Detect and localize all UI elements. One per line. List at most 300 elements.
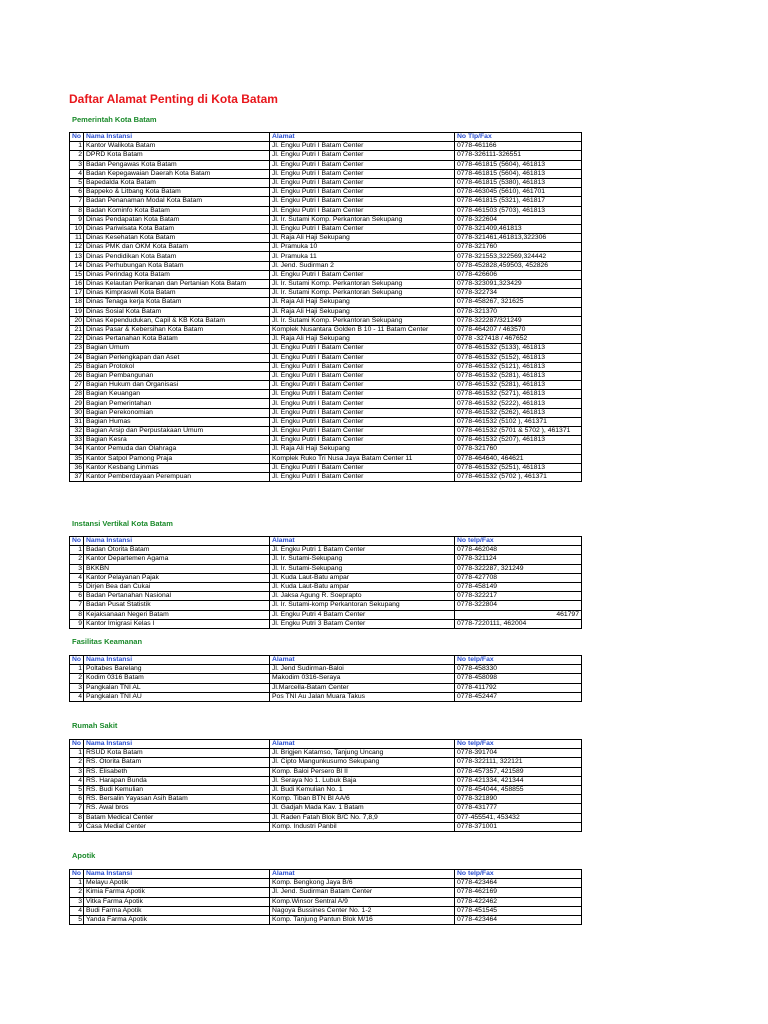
cell-phone: 0778-461532 (5271), 461813: [455, 390, 582, 399]
cell-alamat: Jl. Engku Putri I Batam Center: [270, 188, 455, 197]
cell-nama-instansi: Dinas Tenaga kerja Kota Batam: [84, 298, 270, 307]
cell-phone: 0778-321370: [455, 307, 582, 316]
cell-no: 35: [70, 454, 84, 463]
table-header-row: [70, 133, 582, 142]
cell-nama-instansi: RS. Elisabeth: [84, 767, 270, 776]
table-row: [70, 619, 582, 628]
cell-no: 5: [70, 785, 84, 794]
cell-alamat: Jl. Engku Putri I Batam Center: [270, 427, 455, 436]
cell-phone: 0778-461503 (5703), 461813: [455, 206, 582, 215]
cell-nama-instansi: RSUD Kota Batam: [84, 749, 270, 758]
cell-no: 7: [70, 601, 84, 610]
cell-no: 36: [70, 463, 84, 472]
table-row: [70, 785, 582, 794]
table-header-row: [70, 656, 582, 665]
cell-alamat: Jl. Engku Putri I Batam Center: [270, 408, 455, 417]
table-row: [70, 897, 582, 906]
cell-nama-instansi: Bappeko & Litbang Kota Batam: [84, 188, 270, 197]
header-nama: Nama Instansi: [84, 870, 270, 879]
table-header-row: [70, 537, 582, 546]
cell-phone: 0778-457357, 421589: [455, 767, 582, 776]
cell-nama-instansi: Dinas Perhubungan Kota Batam: [84, 261, 270, 270]
cell-alamat: Jl. Ir. Sutami-Sekupang: [270, 564, 455, 573]
section-title-rumah-sakit: Rumah Sakit: [72, 721, 118, 730]
cell-phone: 0778-426606: [455, 270, 582, 279]
table-row: [70, 546, 582, 555]
cell-no: 33: [70, 436, 84, 445]
cell-phone: 0778-458330: [455, 665, 582, 674]
cell-no: 2: [70, 758, 84, 767]
table-vertikal: [69, 536, 582, 629]
cell-phone: 0778-321461,461813,322306: [455, 234, 582, 243]
cell-phone: 0778-461532 (5281), 461813: [455, 371, 582, 380]
cell-no: 7: [70, 197, 84, 206]
cell-no: 4: [70, 573, 84, 582]
cell-no: 37: [70, 472, 84, 481]
cell-alamat: Pos TNI Au Jalan Muara Takus: [270, 692, 455, 701]
cell-nama-instansi: Dinas PMK dan OKM Kota Batam: [84, 243, 270, 252]
table-row: [70, 224, 582, 233]
cell-phone: 0778-461532 (5207), 461813: [455, 436, 582, 445]
cell-phone: 0778-464207 / 463570: [455, 325, 582, 334]
cell-nama-instansi: RS. Bersalin Yayasan Asih Batam: [84, 795, 270, 804]
cell-phone: 0778-461532 (5702 ), 461371: [455, 472, 582, 481]
cell-alamat: Jl. Seraya No 1. Lubuk Baja: [270, 776, 455, 785]
cell-phone: 0778-321553,322569,324442: [455, 252, 582, 261]
header-phone: No telp/Fax: [455, 870, 582, 879]
table-row: [70, 289, 582, 298]
cell-alamat: Jl. Engku Putri I Batam Center: [270, 362, 455, 371]
cell-alamat: Jl. Ir. Sutami Komp. Perkantoran Sekupang: [270, 289, 455, 298]
table-row: [70, 408, 582, 417]
cell-alamat: Jl. Ir. Sutami Komp. Perkantoran Sekupang: [270, 215, 455, 224]
cell-alamat: Jl. Engku Putri I Batam Center: [270, 344, 455, 353]
table-row: [70, 804, 582, 813]
cell-alamat: Jl. Raden Fatah Blok B/C No. 7,8,9: [270, 813, 455, 822]
cell-phone: 0778-322734: [455, 289, 582, 298]
cell-nama-instansi: Bapedalda Kota Batam: [84, 178, 270, 187]
cell-phone: 0778-451545: [455, 906, 582, 915]
cell-no: 4: [70, 169, 84, 178]
table-row: [70, 381, 582, 390]
table-row: [70, 879, 582, 888]
cell-phone: 0778-423464: [455, 915, 582, 924]
table-row: [70, 749, 582, 758]
table-row: [70, 188, 582, 197]
cell-alamat: Jl. Raja Ali Haji Sekupang: [270, 445, 455, 454]
cell-nama-instansi: Vitka Farma Apotik: [84, 897, 270, 906]
header-nama: Nama Instansi: [84, 133, 270, 142]
cell-phone: 0778-322111, 322121: [455, 758, 582, 767]
cell-nama-instansi: Kantor Imigrasi Kelas I: [84, 619, 270, 628]
cell-alamat: Jl. Engku Putri I Batam Center: [270, 197, 455, 206]
header-phone: No telp/Fax: [455, 740, 582, 749]
cell-phone: 0778-461532 (5251), 461813: [455, 463, 582, 472]
cell-no: 6: [70, 795, 84, 804]
cell-no: 15: [70, 270, 84, 279]
cell-no: 9: [70, 619, 84, 628]
cell-nama-instansi: Kantor Kesbang Linmas: [84, 463, 270, 472]
cell-alamat: Jl. Engku Putri I Batam Center: [270, 206, 455, 215]
cell-no: 5: [70, 178, 84, 187]
cell-no: 1: [70, 879, 84, 888]
cell-nama-instansi: Bagian Arsip dan Perpustakaan Umum: [84, 427, 270, 436]
cell-nama-instansi: Dinas Pendapatan Kota Batam: [84, 215, 270, 224]
cell-nama-instansi: Kantor Pemberdayaan Perempuan: [84, 472, 270, 481]
cell-phone: 0778-461532 (5281), 461813: [455, 381, 582, 390]
table-row: [70, 906, 582, 915]
cell-alamat: Jl. Ir. Sutami-Sekupang: [270, 555, 455, 564]
table-row: [70, 692, 582, 701]
table-row: [70, 169, 582, 178]
cell-alamat: Jl. Ir. Sutami-komp Perkantoran Sekupang: [270, 601, 455, 610]
header-nama: Nama Instansi: [84, 656, 270, 665]
cell-alamat: Jl. Gadjah Mada Kav. 1 Batam: [270, 804, 455, 813]
cell-alamat: Jl. Engku Putri I Batam Center: [270, 436, 455, 445]
cell-nama-instansi: Bagian Perekonomian: [84, 408, 270, 417]
cell-alamat: Jl. Raja Ali Haji Sekupang: [270, 234, 455, 243]
table-row: [70, 795, 582, 804]
cell-alamat: Jl.Marcella-Batam Center: [270, 683, 455, 692]
cell-phone: 0778-7220111, 462004: [455, 619, 582, 628]
table-row: [70, 325, 582, 334]
cell-no: 14: [70, 261, 84, 270]
cell-nama-instansi: Dinas Kependudukan, Capil & KB Kota Batam: [84, 316, 270, 325]
cell-no: 1: [70, 749, 84, 758]
cell-phone: 0778-322804: [455, 601, 582, 610]
cell-alamat: Jl. Ir. Sutami Komp. Perkantoran Sekupang: [270, 316, 455, 325]
table-row: [70, 298, 582, 307]
table-row: [70, 353, 582, 362]
cell-no: 31: [70, 417, 84, 426]
cell-phone: 0778-427708: [455, 573, 582, 582]
cell-phone: 0778 -327418 / 467652: [455, 335, 582, 344]
cell-phone: 0778-322287/321249: [455, 316, 582, 325]
section-title-apotik: Apotik: [72, 851, 96, 860]
table-row: [70, 767, 582, 776]
cell-no: 9: [70, 822, 84, 831]
table-row: [70, 564, 582, 573]
cell-alamat: Jl. Engku Putri I Batam Center: [270, 417, 455, 426]
table-row: [70, 252, 582, 261]
section-title-keamanan: Fasilitas Keamanan: [72, 637, 143, 646]
cell-nama-instansi: Bagian Hukum dan Organisasi: [84, 381, 270, 390]
cell-phone: 0778-462048: [455, 546, 582, 555]
cell-alamat: Jl. Jaksa Agung R. Soeprapto: [270, 592, 455, 601]
cell-nama-instansi: Kantor Pelayanan Pajak: [84, 573, 270, 582]
cell-no: 5: [70, 915, 84, 924]
cell-no: 1: [70, 546, 84, 555]
cell-nama-instansi: Dinas Kimpraswil Kota Batam: [84, 289, 270, 298]
cell-alamat: Jl. Jend. Sudirman Batam Center: [270, 888, 455, 897]
cell-no: 6: [70, 592, 84, 601]
cell-nama-instansi: Kejaksanaan Negeri Batam: [84, 610, 270, 619]
table-header-row: [70, 740, 582, 749]
cell-alamat: Nagoya Bussines Center No. 1-2: [270, 906, 455, 915]
cell-phone: 0778-323091,323429: [455, 280, 582, 289]
cell-nama-instansi: Kantor Pemuda dan Olahraga: [84, 445, 270, 454]
cell-alamat: Jl. Pramuka 11: [270, 252, 455, 261]
table-row: [70, 234, 582, 243]
table-row: [70, 813, 582, 822]
cell-alamat: Komp. Bengkong Jaya B/6: [270, 879, 455, 888]
table-row: [70, 555, 582, 564]
cell-alamat: Jl. Engku Putri I Batam Center: [270, 178, 455, 187]
table-row: [70, 243, 582, 252]
cell-phone: 0778-321124: [455, 555, 582, 564]
cell-alamat: Komp. Tanjung Pantun Blok M/16: [270, 915, 455, 924]
cell-alamat: Jl. Engku Putri 1 Batam Center: [270, 546, 455, 555]
cell-phone: 0778-321890: [455, 795, 582, 804]
section-title-vertikal: Instansi Vertikal Kota Batam: [72, 519, 173, 528]
table-row: [70, 582, 582, 591]
table-row: [70, 280, 582, 289]
cell-nama-instansi: Bagian Keuangan: [84, 390, 270, 399]
table-row: [70, 197, 582, 206]
cell-phone: 0778-321760: [455, 445, 582, 454]
cell-phone: 0778-461532 (5121), 461813: [455, 362, 582, 371]
cell-no: 1: [70, 142, 84, 151]
cell-phone: 0778-461815 (5380), 461813: [455, 178, 582, 187]
cell-no: 18: [70, 298, 84, 307]
cell-nama-instansi: Casa Medial Center: [84, 822, 270, 831]
cell-nama-instansi: Bagian Perlengkapan dan Aset: [84, 353, 270, 362]
table-row: [70, 215, 582, 224]
cell-no: 4: [70, 906, 84, 915]
table-row: [70, 417, 582, 426]
cell-alamat: Jl. Engku Putri I Batam Center: [270, 371, 455, 380]
table-row: [70, 261, 582, 270]
cell-phone: 0778-452828,459503, 452826: [455, 261, 582, 270]
table-row: [70, 335, 582, 344]
cell-nama-instansi: Badan Otorita Batam: [84, 546, 270, 555]
cell-alamat: Komp. Industri Panbil: [270, 822, 455, 831]
cell-no: 27: [70, 381, 84, 390]
cell-nama-instansi: Dirjen Bea dan Cukai: [84, 582, 270, 591]
table-row: [70, 915, 582, 924]
table-row: [70, 160, 582, 169]
table-rumah-sakit: [69, 739, 582, 832]
cell-nama-instansi: Dinas Pertanahan Kota Batam: [84, 335, 270, 344]
cell-phone: 0778-464640, 464621: [455, 454, 582, 463]
table-row: [70, 427, 582, 436]
section-title-pemerintah: Pemerintah Kota Batam: [72, 115, 157, 124]
table-row: [70, 390, 582, 399]
header-alamat: Alamat: [270, 133, 455, 142]
cell-nama-instansi: Melayu Apotik: [84, 879, 270, 888]
cell-phone: 0778-458098: [455, 674, 582, 683]
cell-alamat: Komplek Ruko Tri Nusa Jaya Batam Center 11: [270, 454, 455, 463]
cell-alamat: Jl. Jend Sudirman-Baloi: [270, 665, 455, 674]
header-nama: Nama Instansi: [84, 740, 270, 749]
cell-phone: 0778-461815 (5321), 461817: [455, 197, 582, 206]
cell-phone: 0778-431777: [455, 804, 582, 813]
header-no: No: [70, 133, 84, 142]
cell-phone: 0778-458149: [455, 582, 582, 591]
cell-alamat: Jl. Kuda Laut-Batu ampar: [270, 582, 455, 591]
cell-no: 28: [70, 390, 84, 399]
cell-nama-instansi: Badan Pengawas Kota Batam: [84, 160, 270, 169]
cell-nama-instansi: Badan Pusat Statistik: [84, 601, 270, 610]
cell-phone: 0778-326111-326551: [455, 151, 582, 160]
cell-phone: 0778-423464: [455, 879, 582, 888]
cell-no: 21: [70, 325, 84, 334]
cell-nama-instansi: RS. Otorita Batam: [84, 758, 270, 767]
cell-no: 2: [70, 555, 84, 564]
cell-nama-instansi: Dinas Kelautan Perikanan dan Pertanian Kota Batam: [84, 280, 270, 289]
cell-no: 8: [70, 610, 84, 619]
cell-phone: 0778-461532 (5152), 461813: [455, 353, 582, 362]
cell-no: 4: [70, 776, 84, 785]
cell-nama-instansi: Badan Penanaman Modal Kota Batam: [84, 197, 270, 206]
header-phone: No telp/Fax: [455, 537, 582, 546]
table-pemerintah: [69, 132, 582, 482]
cell-alamat: Jl. Engku Putri I Batam Center: [270, 160, 455, 169]
header-phone: No telp/Fax: [455, 656, 582, 665]
cell-phone: 0778-321409,461813: [455, 224, 582, 233]
cell-alamat: Jl. Ir. Sutami Komp. Perkantoran Sekupang: [270, 280, 455, 289]
cell-phone: 0778-454044, 458855: [455, 785, 582, 794]
cell-no: 32: [70, 427, 84, 436]
cell-no: 8: [70, 813, 84, 822]
cell-phone: 0778-461532 (5133), 461813: [455, 344, 582, 353]
cell-phone: 0778-461532 (5262), 461813: [455, 408, 582, 417]
cell-nama-instansi: Dinas Pasar & Kebersihan Kota Batam: [84, 325, 270, 334]
cell-phone: 0778-322604: [455, 215, 582, 224]
cell-no: 2: [70, 151, 84, 160]
cell-nama-instansi: Pangkalan TNI AL: [84, 683, 270, 692]
cell-no: 17: [70, 289, 84, 298]
cell-no: 16: [70, 280, 84, 289]
cell-phone: 461797: [455, 610, 582, 619]
cell-no: 1: [70, 665, 84, 674]
cell-alamat: Jl. Engku Putri I Batam Center: [270, 224, 455, 233]
table-row: [70, 592, 582, 601]
cell-alamat: Jl. Cipto Mangunkusumo Sekupang: [270, 758, 455, 767]
table-row: [70, 445, 582, 454]
cell-nama-instansi: Dinas Pariwisata Kota Batam: [84, 224, 270, 233]
page-title: Daftar Alamat Penting di Kota Batam: [69, 92, 278, 106]
cell-nama-instansi: RS. Harapan Bunda: [84, 776, 270, 785]
cell-phone: 0778-421334, 421344: [455, 776, 582, 785]
cell-nama-instansi: Poltabes Barelang: [84, 665, 270, 674]
cell-alamat: Jl. Engku Putri I Batam Center: [270, 270, 455, 279]
table-header-row: [70, 870, 582, 879]
cell-no: 5: [70, 582, 84, 591]
table-row: [70, 665, 582, 674]
cell-alamat: Jl. Raja Ali Haji Sekupang: [270, 307, 455, 316]
cell-phone: 0778-461166: [455, 142, 582, 151]
cell-no: 13: [70, 252, 84, 261]
cell-phone: 0778-461532 (5701 & 5702 ), 461371: [455, 427, 582, 436]
cell-nama-instansi: Badan Kepegawaian Daerah Kota Batam: [84, 169, 270, 178]
cell-nama-instansi: BKKBN: [84, 564, 270, 573]
cell-nama-instansi: Dinas Pendidikan Kota Batam: [84, 252, 270, 261]
cell-nama-instansi: Badan Pertanahan Nasional: [84, 592, 270, 601]
table-row: [70, 758, 582, 767]
cell-alamat: Komp. Tiban BTN Bl AA/6: [270, 795, 455, 804]
cell-alamat: Jl. Engku Putri 4 Batam Center: [270, 610, 455, 619]
cell-alamat: Jl. Pramuka 10: [270, 243, 455, 252]
cell-no: 8: [70, 206, 84, 215]
cell-phone: 0778-462169: [455, 888, 582, 897]
cell-no: 2: [70, 888, 84, 897]
cell-nama-instansi: RS. Budi Kemulian: [84, 785, 270, 794]
table-row: [70, 683, 582, 692]
cell-alamat: Makodim 0316-Seraya: [270, 674, 455, 683]
cell-nama-instansi: Bagian Kesra: [84, 436, 270, 445]
cell-phone: 0778-461815 (5604), 461813: [455, 169, 582, 178]
cell-nama-instansi: Kimia Farma Apotik: [84, 888, 270, 897]
cell-alamat: Jl. Engku Putri I Batam Center: [270, 381, 455, 390]
cell-nama-instansi: Kantor Walikota Batam: [84, 142, 270, 151]
table-row: [70, 270, 582, 279]
table-row: [70, 316, 582, 325]
cell-alamat: Komp. Baloi Persero Bl II: [270, 767, 455, 776]
cell-phone: 0778-463045 (5610), 461701: [455, 188, 582, 197]
table-row: [70, 362, 582, 371]
cell-no: 7: [70, 804, 84, 813]
cell-no: 34: [70, 445, 84, 454]
cell-nama-instansi: Dinas Perindag Kota Batam: [84, 270, 270, 279]
cell-alamat: Jl. Engku Putri 3 Batam Center: [270, 619, 455, 628]
table-row: [70, 888, 582, 897]
cell-no: 9: [70, 215, 84, 224]
cell-phone: 0778-322217: [455, 592, 582, 601]
table-row: [70, 344, 582, 353]
header-alamat: Alamat: [270, 537, 455, 546]
cell-phone: 077-455541, 453432: [455, 813, 582, 822]
cell-nama-instansi: Bagian Umum: [84, 344, 270, 353]
cell-no: 19: [70, 307, 84, 316]
table-row: [70, 454, 582, 463]
cell-nama-instansi: Pangkalan TNI AU: [84, 692, 270, 701]
cell-alamat: Komp.Winsor Sentral A/9: [270, 897, 455, 906]
header-alamat: Alamat: [270, 740, 455, 749]
cell-no: 10: [70, 224, 84, 233]
cell-phone: 0778-461815 (5604), 461813: [455, 160, 582, 169]
cell-phone: 0778-422462: [455, 897, 582, 906]
cell-alamat: Jl. Engku Putri I Batam Center: [270, 353, 455, 362]
cell-no: 3: [70, 160, 84, 169]
cell-phone: 0778-411792: [455, 683, 582, 692]
cell-alamat: Jl. Raja Ali Haji Sekupang: [270, 335, 455, 344]
table-row: [70, 399, 582, 408]
cell-nama-instansi: Kodim 0316 Batam: [84, 674, 270, 683]
cell-no: 4: [70, 692, 84, 701]
header-alamat: Alamat: [270, 870, 455, 879]
cell-no: 11: [70, 234, 84, 243]
cell-no: 30: [70, 408, 84, 417]
cell-phone: 0778-371001: [455, 822, 582, 831]
header-nama: Nama Instansi: [84, 537, 270, 546]
cell-phone: 0778-461532 (5222), 461813: [455, 399, 582, 408]
cell-alamat: Jl. Engku Putri I Batam Center: [270, 142, 455, 151]
cell-alamat: Jl. Engku Putri I Batam Center: [270, 399, 455, 408]
table-row: [70, 573, 582, 582]
cell-no: 3: [70, 897, 84, 906]
cell-phone: 0778-321760: [455, 243, 582, 252]
table-row: [70, 307, 582, 316]
cell-no: 25: [70, 362, 84, 371]
table-row: [70, 178, 582, 187]
table-row: [70, 674, 582, 683]
cell-nama-instansi: Bagian Pemerintahan: [84, 399, 270, 408]
cell-nama-instansi: Bagian Protokol: [84, 362, 270, 371]
cell-phone: 0778-452447: [455, 692, 582, 701]
cell-no: 23: [70, 344, 84, 353]
table-row: [70, 142, 582, 151]
